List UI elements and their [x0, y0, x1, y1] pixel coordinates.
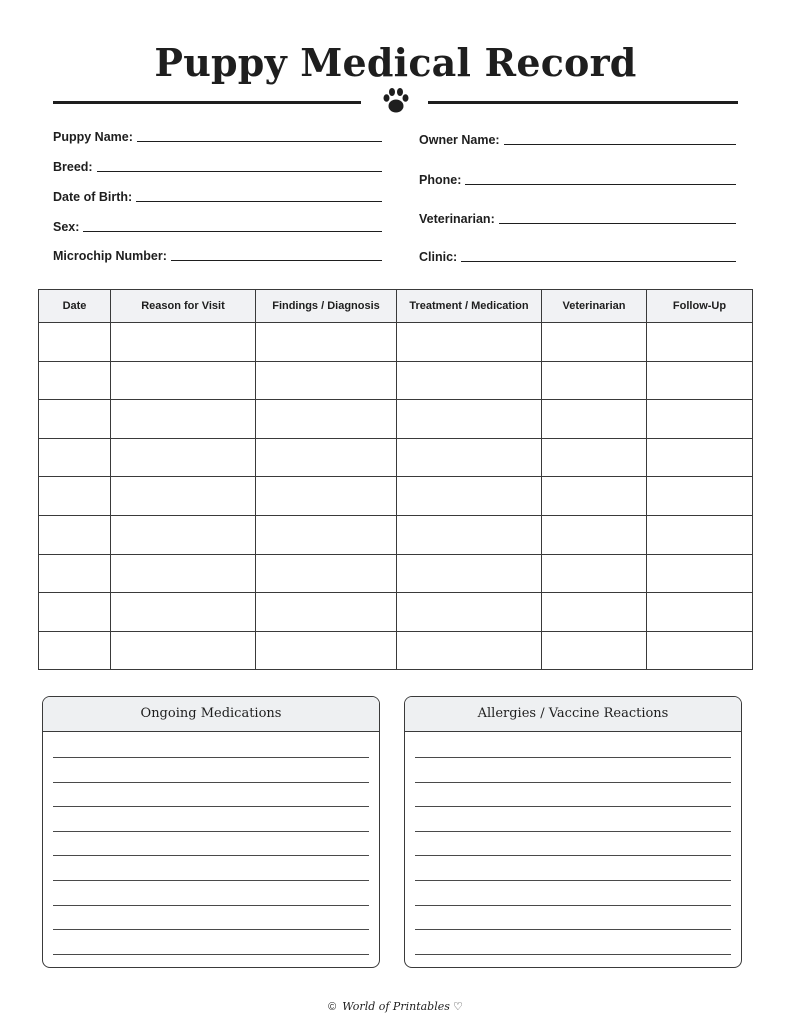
table-cell[interactable]: [397, 477, 542, 516]
clinic-line: [461, 260, 736, 262]
microchip-number-field[interactable]: [53, 249, 382, 263]
table-cell[interactable]: [256, 400, 397, 439]
phone-line: [465, 183, 736, 185]
table-cell[interactable]: [542, 400, 647, 439]
table-cell[interactable]: [111, 323, 256, 362]
table-cell[interactable]: [647, 631, 753, 670]
table-cell[interactable]: [542, 593, 647, 632]
table-body: [39, 323, 753, 670]
table-cell[interactable]: [256, 438, 397, 477]
table-cell[interactable]: [111, 477, 256, 516]
table-row: [39, 593, 753, 632]
table-cell[interactable]: [397, 323, 542, 362]
table-cell[interactable]: [542, 323, 647, 362]
writing-line[interactable]: [415, 929, 731, 930]
sex-label: Sex:: [53, 220, 80, 234]
allergies-box: [404, 696, 742, 968]
table-cell[interactable]: [111, 554, 256, 593]
table-cell[interactable]: [39, 515, 111, 554]
writing-line[interactable]: [415, 782, 731, 783]
table-cell[interactable]: [397, 438, 542, 477]
paw-icon: [381, 86, 411, 116]
table-cell[interactable]: [39, 400, 111, 439]
table-cell[interactable]: [542, 515, 647, 554]
table-row: [39, 323, 753, 362]
writing-line[interactable]: [53, 757, 369, 758]
table-row: [39, 477, 753, 516]
table-cell[interactable]: [647, 515, 753, 554]
writing-line[interactable]: [415, 757, 731, 758]
page-title: Puppy Medical Record: [154, 40, 637, 85]
table-row: [39, 361, 753, 400]
puppy-name-label: Puppy Name:: [53, 130, 133, 144]
visit-log-table: [38, 289, 753, 670]
title-rule-left: [53, 101, 361, 104]
table-cell[interactable]: [111, 515, 256, 554]
table-cell[interactable]: [542, 361, 647, 400]
column-header-findings: Findings / Diagnosis: [256, 290, 397, 323]
table-cell[interactable]: [39, 631, 111, 670]
phone-field[interactable]: [419, 173, 736, 187]
allergies-title: Allergies / Vaccine Reactions: [405, 697, 741, 732]
sex-line: [83, 230, 382, 232]
table-cell[interactable]: [647, 323, 753, 362]
table-cell[interactable]: [39, 554, 111, 593]
table-cell[interactable]: [256, 631, 397, 670]
phone-label: Phone:: [419, 173, 462, 187]
writing-line[interactable]: [53, 782, 369, 783]
writing-line[interactable]: [415, 880, 731, 881]
column-header-follow-up: Follow-Up: [647, 290, 753, 323]
writing-line[interactable]: [53, 929, 369, 930]
table-cell[interactable]: [542, 554, 647, 593]
veterinarian-field[interactable]: [419, 212, 736, 226]
breed-line: [97, 170, 382, 172]
microchip-number-label: Microchip Number:: [53, 249, 167, 263]
brand-name: World of Printables: [342, 1000, 450, 1013]
breed-label: Breed:: [53, 160, 93, 174]
date-of-birth-field[interactable]: [53, 190, 382, 204]
writing-line[interactable]: [53, 806, 369, 807]
column-header-reason: Reason for Visit: [111, 290, 256, 323]
column-header-treatment: Treatment / Medication: [397, 290, 542, 323]
table-cell[interactable]: [542, 438, 647, 477]
footer: [0, 1000, 791, 1013]
table-cell[interactable]: [111, 593, 256, 632]
table-row: [39, 554, 753, 593]
table-cell[interactable]: [256, 323, 397, 362]
puppy-name-line: [137, 140, 382, 142]
table-cell[interactable]: [111, 361, 256, 400]
table-cell[interactable]: [647, 400, 753, 439]
table-cell[interactable]: [647, 361, 753, 400]
table-row: [39, 515, 753, 554]
veterinarian-line: [499, 222, 736, 224]
table-row: [39, 400, 753, 439]
table-cell[interactable]: [111, 400, 256, 439]
table-header-row: [39, 290, 753, 323]
writing-line[interactable]: [415, 806, 731, 807]
table-cell[interactable]: [39, 361, 111, 400]
table-cell[interactable]: [256, 554, 397, 593]
breed-field[interactable]: [53, 160, 382, 174]
table-cell[interactable]: [39, 477, 111, 516]
table-cell[interactable]: [256, 593, 397, 632]
table-cell[interactable]: [39, 323, 111, 362]
column-header-date: Date: [39, 290, 111, 323]
table-cell[interactable]: [397, 593, 542, 632]
writing-line[interactable]: [415, 905, 731, 906]
table-cell[interactable]: [397, 515, 542, 554]
clinic-field[interactable]: [419, 250, 736, 264]
date-of-birth-line: [136, 200, 382, 202]
microchip-number-line: [171, 259, 382, 261]
veterinarian-label: Veterinarian:: [419, 212, 495, 226]
writing-line[interactable]: [415, 954, 731, 955]
writing-line[interactable]: [53, 855, 369, 856]
table-row: [39, 438, 753, 477]
date-of-birth-label: Date of Birth:: [53, 190, 133, 204]
ongoing-medications-title: Ongoing Medications: [43, 697, 379, 732]
table-cell[interactable]: [542, 631, 647, 670]
writing-line[interactable]: [53, 905, 369, 906]
table-row: [39, 631, 753, 670]
table-cell[interactable]: [256, 477, 397, 516]
heart-icon: ♡: [452, 1001, 463, 1013]
writing-line[interactable]: [53, 954, 369, 955]
column-header-veterinarian: Veterinarian: [542, 290, 647, 323]
writing-line[interactable]: [415, 855, 731, 856]
table-cell[interactable]: [111, 631, 256, 670]
table-cell[interactable]: [397, 400, 542, 439]
table-cell[interactable]: [397, 554, 542, 593]
ongoing-medications-box: [42, 696, 380, 968]
owner-name-label: Owner Name:: [419, 133, 500, 147]
clinic-label: Clinic:: [419, 250, 458, 264]
writing-line[interactable]: [53, 831, 369, 832]
owner-name-field[interactable]: [419, 133, 736, 147]
writing-line[interactable]: [415, 831, 731, 832]
table-cell[interactable]: [39, 593, 111, 632]
table-cell[interactable]: [397, 361, 542, 400]
table-cell[interactable]: [39, 438, 111, 477]
table-cell[interactable]: [397, 631, 542, 670]
table-cell[interactable]: [542, 477, 647, 516]
table-cell[interactable]: [111, 438, 256, 477]
owner-name-line: [504, 143, 736, 145]
table-cell[interactable]: [256, 515, 397, 554]
table-cell[interactable]: [647, 554, 753, 593]
sex-field[interactable]: [53, 220, 382, 234]
writing-line[interactable]: [53, 880, 369, 881]
table-cell[interactable]: [647, 438, 753, 477]
puppy-name-field[interactable]: [53, 130, 382, 144]
table-cell[interactable]: [647, 477, 753, 516]
table-cell[interactable]: [647, 593, 753, 632]
copyright-symbol: ©: [328, 1001, 337, 1013]
table-cell[interactable]: [256, 361, 397, 400]
title-rule-right: [428, 101, 738, 104]
